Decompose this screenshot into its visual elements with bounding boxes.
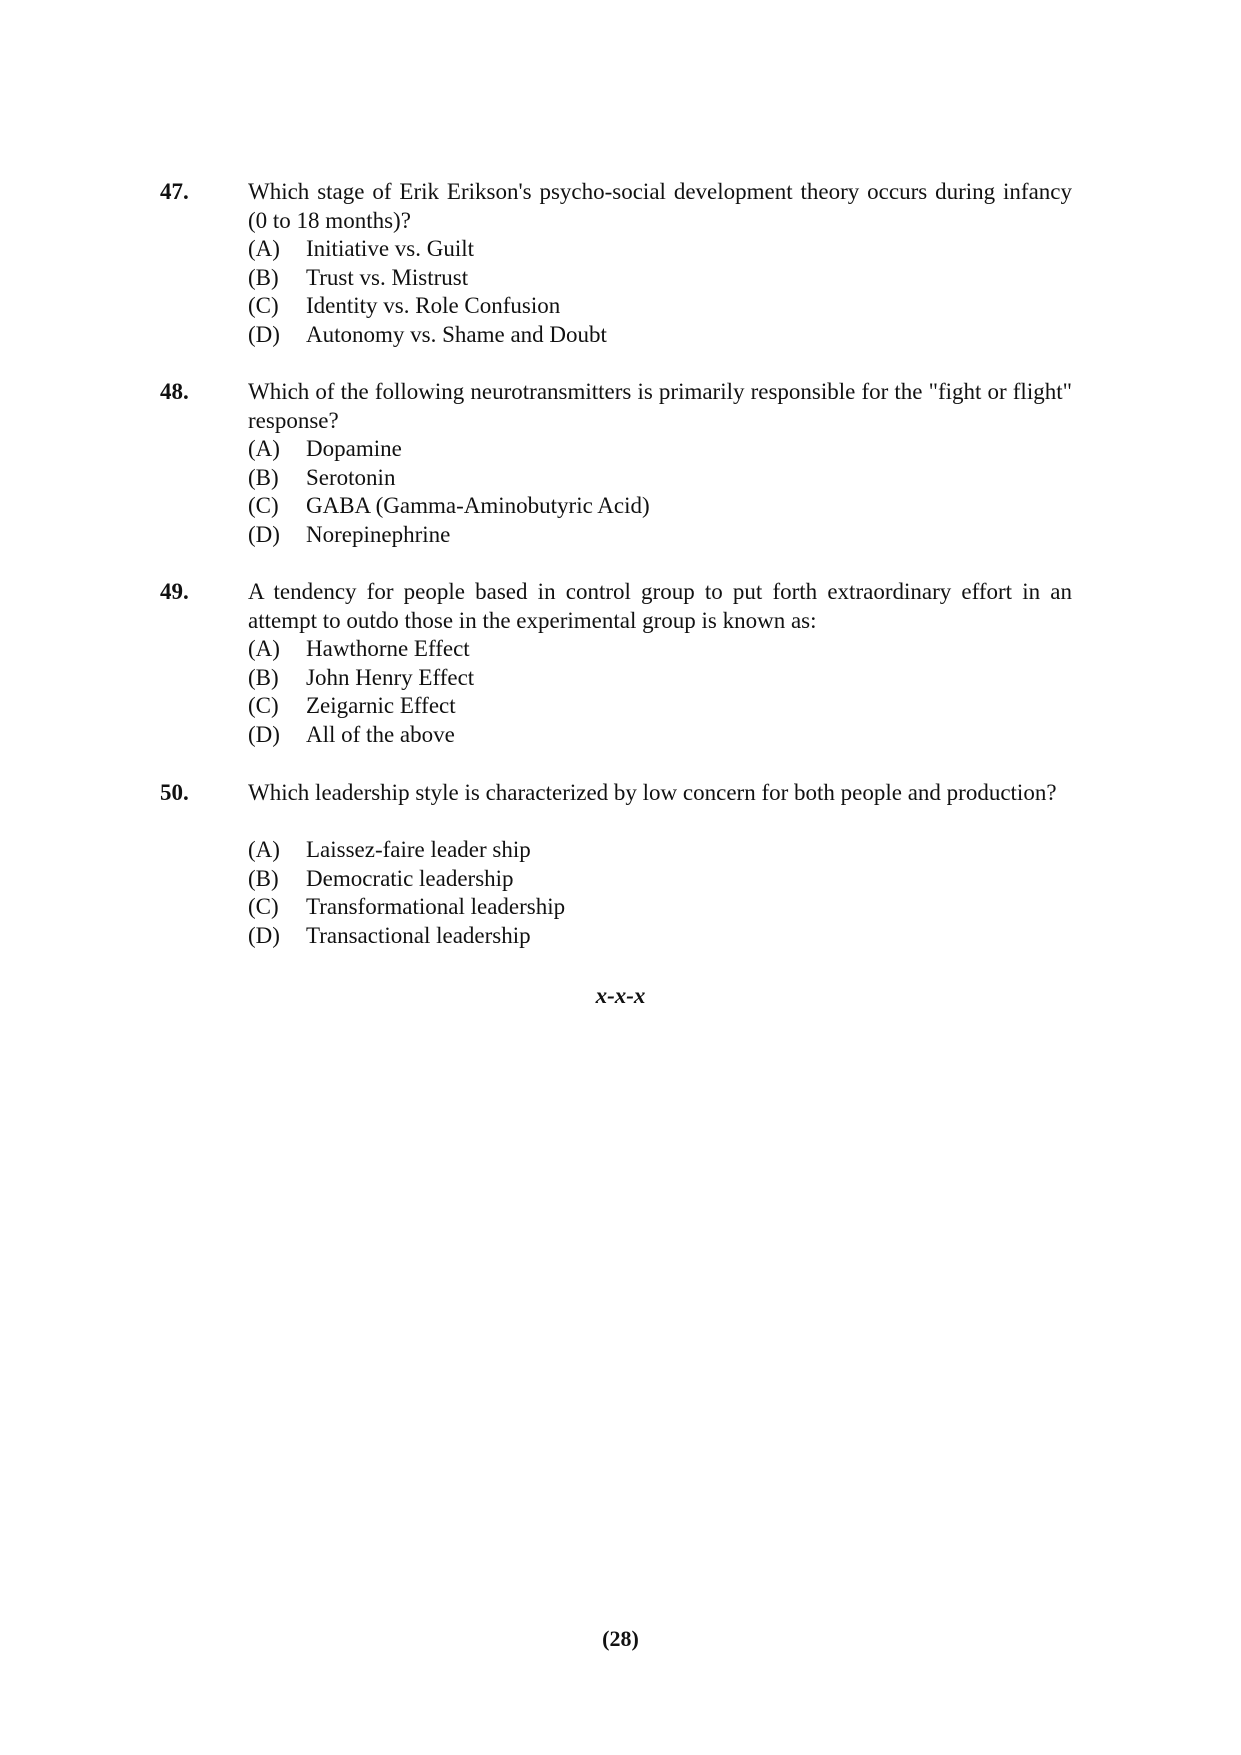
option-key: (A): [248, 236, 280, 261]
option-key: (B): [248, 865, 279, 891]
option-b: [248, 664, 1072, 693]
option-a: [248, 635, 1072, 664]
option-text: Dopamine: [306, 436, 402, 461]
option-key: (B): [248, 664, 279, 690]
option-text: Laissez-faire leader ship: [306, 837, 531, 862]
option-b: [248, 464, 1072, 493]
option-key: (C): [248, 693, 279, 719]
option-text: Trust vs. Mistrust: [306, 264, 469, 290]
question-number: 50.: [160, 780, 189, 805]
option-a: [248, 836, 1072, 865]
option-c: [248, 492, 1072, 521]
option-text: Norepinephrine: [306, 521, 451, 547]
question-number: 49.: [160, 579, 189, 604]
option-list: [248, 235, 1072, 349]
option-list: [248, 435, 1072, 549]
page-number: (28): [602, 1626, 639, 1651]
question-number: 47.: [160, 179, 189, 204]
option-b: [248, 264, 1072, 293]
question-text: A tendency for people based in control group to put forth extraordinary effort in an attempt to outdo those in the experimental group is known as:: [248, 579, 1072, 633]
option-text: Autonomy vs. Shame and Doubt: [306, 321, 607, 347]
option-key: (B): [248, 464, 279, 490]
option-b: [248, 865, 1072, 894]
option-d: [248, 321, 1072, 350]
option-text: Democratic leadership: [306, 865, 514, 891]
option-text: GABA (Gamma-Aminobutyric Acid): [306, 493, 650, 519]
option-list: [248, 836, 1072, 950]
option-key: (D): [248, 922, 280, 948]
question-number: 48.: [160, 379, 189, 404]
option-list: [248, 635, 1072, 749]
option-text: Serotonin: [306, 464, 396, 490]
option-a: [248, 235, 1072, 264]
option-d: [248, 721, 1072, 750]
option-d: [248, 922, 1072, 951]
question-text: Which stage of Erik Erikson's psycho-social development theory occurs during infancy (0 to 18 months)?: [248, 179, 1072, 233]
option-a: [248, 435, 1072, 464]
option-text: Identity vs. Role Confusion: [306, 293, 561, 319]
option-text: Initiative vs. Guilt: [306, 236, 475, 261]
option-d: [248, 521, 1072, 550]
option-key: (C): [248, 894, 279, 920]
option-c: [248, 292, 1072, 321]
option-text: Transformational leadership: [306, 894, 566, 920]
option-text: Transactional leadership: [306, 922, 531, 948]
option-c: [248, 692, 1072, 721]
option-c: [248, 893, 1072, 922]
option-key: (A): [248, 636, 280, 661]
option-text: Hawthorne Effect: [306, 636, 470, 661]
option-key: (D): [248, 721, 280, 747]
option-text: All of the above: [306, 721, 455, 747]
option-key: (B): [248, 264, 279, 290]
option-key: (D): [248, 521, 280, 547]
option-text: John Henry Effect: [306, 664, 475, 690]
option-key: (A): [248, 837, 280, 862]
option-key: (C): [248, 493, 279, 519]
end-of-paper-mark: x-x-x: [595, 983, 646, 1008]
option-key: (D): [248, 321, 280, 347]
option-text: Zeigarnic Effect: [306, 693, 456, 719]
question-text: Which leadership style is characterized by low concern for both people and production?: [248, 780, 1057, 805]
question-text: Which of the following neurotransmitters is primarily responsible for the "fight or flight" response?: [248, 379, 1072, 433]
option-key: (A): [248, 436, 280, 461]
option-key: (C): [248, 293, 279, 319]
